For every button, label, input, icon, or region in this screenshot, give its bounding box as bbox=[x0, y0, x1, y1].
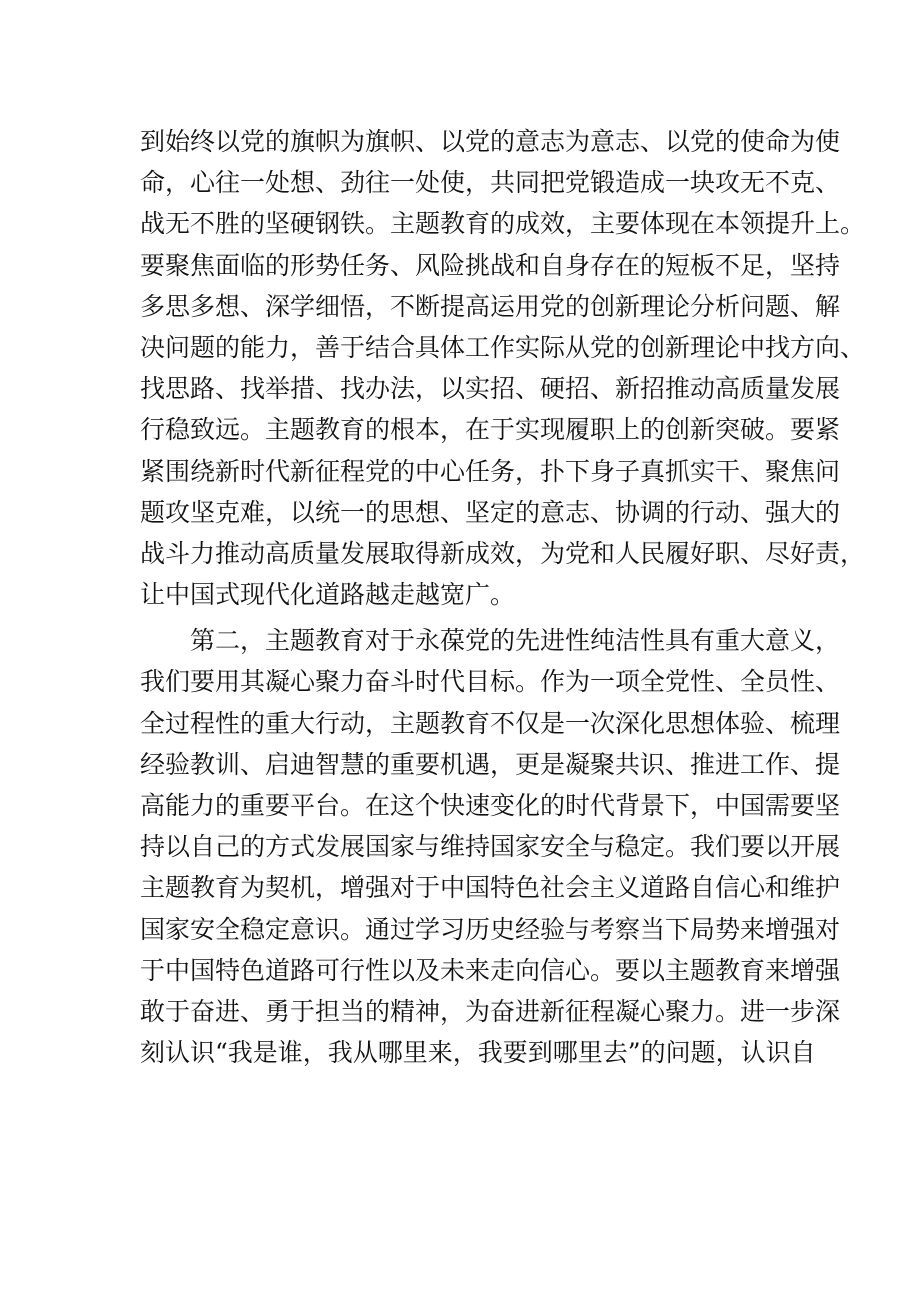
text-line: 第二，主题教育对于永葆党的先进性纯洁性具有重大意义， bbox=[190, 626, 841, 656]
paragraph-2 bbox=[140, 620, 841, 1073]
text-line: 到始终以党的旗帜为旗帜、以党的意志为意志、以党的使命为使 bbox=[140, 127, 841, 156]
text-line: 全过程性的重大行动，主题教育不仅是一次深化思想体验、梳理 bbox=[140, 708, 841, 738]
text-line: 于中国特色道路可行性以及未来走向信心。要以主题教育来增强 bbox=[140, 955, 841, 985]
text-line: 敢于奋进、勇于担当的精神，为奋进新征程凝心聚力。进一步深 bbox=[140, 996, 841, 1026]
text-line: 国家安全稳定意识。通过学习历史经验与考察当下局势来增强对 bbox=[140, 914, 841, 944]
text-line: 战无不胜的坚硬钢铁。主题教育的成效，主要体现在本领提升上。 bbox=[140, 209, 866, 239]
text-line: 题攻坚克难，以统一的思想、坚定的意志、协调的行动、强大的 bbox=[140, 497, 841, 527]
text-line: 我们要用其凝心聚力奋斗时代目标。作为一项全党性、全员性、 bbox=[140, 667, 841, 697]
text-line: 要聚焦面临的形势任务、风险挑战和自身存在的短板不足，坚持 bbox=[140, 250, 841, 280]
text-line: 找思路、找举措、找办法，以实招、硬招、新招推动高质量发展 bbox=[140, 374, 841, 404]
paragraph-1 bbox=[140, 121, 866, 615]
text-line: 决问题的能力，善于结合具体工作实际从党的创新理论中找方向、 bbox=[140, 332, 866, 362]
text-line: 刻认识“我是谁，我从哪里来，我要到哪里去”的问题，认识自 bbox=[140, 1038, 816, 1068]
text-line: 紧围绕新时代新征程党的中心任务，扑下身子真抓实干、聚焦问 bbox=[140, 456, 841, 486]
text-line: 命，心往一处想、劲往一处使，共同把党锻造成一块攻无不克、 bbox=[140, 168, 841, 198]
document-body bbox=[140, 121, 866, 1073]
text-line: 主题教育为契机，增强对于中国特色社会主义道路自信心和维护 bbox=[140, 873, 841, 903]
text-line: 战斗力推动高质量发展取得新成效，为党和人民履好职、尽好责， bbox=[140, 538, 866, 568]
text-line: 高能力的重要平台。在这个快速变化的时代背景下，中国需要坚 bbox=[140, 791, 841, 820]
text-line: 持以自己的方式发展国家与维持国家安全与稳定。我们要以开展 bbox=[140, 832, 841, 862]
text-line: 多思多想、深学细悟，不断提高运用党的创新理论分析问题、解 bbox=[140, 291, 841, 321]
text-line: 让中国式现代化道路越走越宽广。 bbox=[140, 580, 516, 610]
text-line: 经验教训、启迪智慧的重要机遇，更是凝聚共识、推进工作、提 bbox=[140, 749, 841, 779]
text-line: 行稳致远。主题教育的根本，在于实现履职上的创新突破。要紧 bbox=[140, 415, 841, 445]
